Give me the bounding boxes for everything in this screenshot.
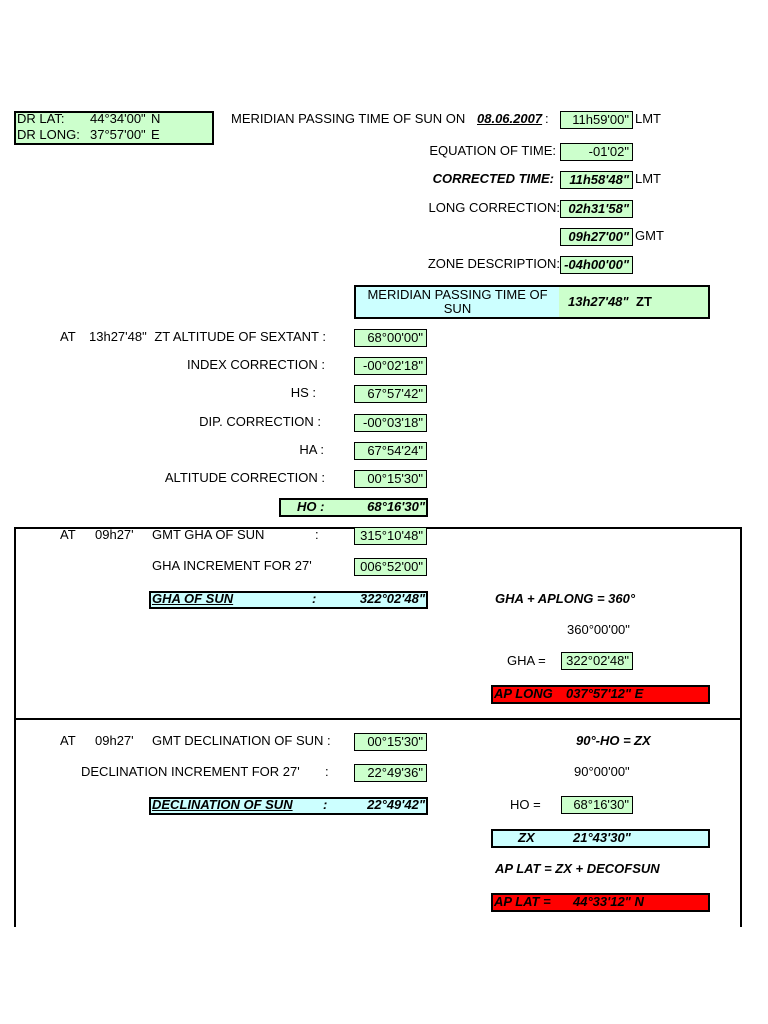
ninety-value: 90°00'00" [574,764,630,779]
ap-lat-value: 44°33'12" N [573,894,644,909]
meridian-title: MERIDIAN PASSING TIME OF SUN ON [231,111,466,126]
hs-value: 67°57'42" [354,385,427,403]
lmt-unit: LMT [635,111,661,126]
gha-increment-value: 006°52'00" [354,558,427,576]
mpt-label: MERIDIAN PASSING TIME OF SUN [367,287,548,316]
meridian-time-cell: 11h59'00" [560,111,633,129]
gha-formula: GHA + APLONG = 360° [495,591,636,606]
zx-formula-b: ZX [634,733,651,748]
full-circle-value: 360°00'00" [567,622,630,637]
index-correction-label: INDEX CORRECTION : [187,357,325,372]
frame-right-border [740,527,742,927]
zx-value: 21°43'30" [573,830,631,845]
decl-ho-label: HO = [510,797,541,812]
gha-increment-label: GHA INCREMENT FOR 27' [152,558,312,573]
alt-at: AT [60,329,76,344]
declination-total-value: 22°49'42" [367,797,425,812]
ap-lat-label: AP LAT = [494,894,551,909]
ap-long-value: 037°57'12" E [566,686,644,701]
gha-eq-value: 322°02'48" [561,652,633,670]
long-correction-value: 02h31'58" [560,200,633,218]
gha-label: GMT GHA OF SUN [152,527,265,542]
gha-eq-label: GHA = [507,653,546,668]
index-correction-value: -00°02'18" [354,357,427,375]
declination-label: GMT DECLINATION OF SUN : [152,733,331,748]
ha-value: 67°54'24" [354,442,427,460]
eot-value: -01'02" [560,143,633,161]
ho-label: HO : [297,499,325,514]
meridian-date: 08.06.2007 [477,111,543,126]
declination-increment-value: 22°49'36" [354,764,427,782]
gha-at: AT [60,527,76,542]
eot-label: EQUATION OF TIME: [429,143,556,158]
frame-left-border [14,527,16,927]
decl-ho-value: 68°16'30" [561,796,633,814]
zx-formula-a: 90°-HO = [576,733,631,748]
mpt-unit: ZT [636,294,652,309]
gha-colon: : [315,527,319,542]
dr-lat-hemisphere: N [151,111,161,126]
ap-lat-formula: AP LAT = ZX + DECOFSUN [495,861,660,876]
date-colon: : [545,111,549,126]
alt-time: 13h27'48" [89,329,147,344]
declination-value: 00°15'30" [354,733,427,751]
declination-total-colon: : [323,797,328,812]
long-correction-label: LONG CORRECTION: [428,200,560,215]
dr-lat-label: DR LAT: [17,111,65,126]
dr-long-value: 37°57'00" [90,127,146,142]
meridian-passing-time-box [354,285,710,319]
gmt-unit: GMT [635,228,664,243]
zone-description-label: ZONE DESCRIPTION: [427,256,560,271]
declination-total-label: DECLINATION OF SUN [152,797,293,812]
gha-total-colon: : [312,591,317,606]
corrected-time-label: CORRECTED TIME: [432,171,554,186]
zx-label: ZX [518,830,535,845]
mpt-value: 13h27'48" [568,294,629,309]
declination-increment-label: DECLINATION INCREMENT FOR 27' [81,764,300,779]
gha-total-value: 322°02'48" [359,591,425,606]
frame-divider [14,718,742,720]
gha-time: 09h27' [95,527,134,542]
dr-long-label: DR LONG: [17,127,80,142]
decl-time: 09h27' [95,733,134,748]
dr-lat-value: 44°34'00" [90,111,146,126]
dip-correction-label: DIP. CORRECTION : [199,414,321,429]
altitude-correction-value: 00°15'30" [354,470,427,488]
corrected-time-unit: LMT [635,171,661,186]
gha-value: 315°10'48" [354,527,427,545]
altitude-correction-label: ALTITUDE CORRECTION : [164,470,325,485]
decl-at: AT [60,733,76,748]
sextant-altitude-value: 68°00'00" [354,329,427,347]
gha-total-label: GHA OF SUN [152,591,234,606]
dip-correction-value: -00°03'18" [354,414,427,432]
sextant-altitude-label: ZT ALTITUDE OF SEXTANT : [154,329,326,344]
hs-label: HS : [290,385,316,400]
zone-description-value: -04h00'00" [560,256,633,274]
ha-label: HA : [299,442,324,457]
ho-value: 68°16'30" [367,499,425,514]
dr-long-hemisphere: E [151,127,160,142]
declination-increment-colon: : [325,764,329,779]
corrected-time-value: 11h58'48" [560,171,633,189]
ap-long-label: AP LONG [494,686,553,701]
gmt-value: 09h27'00" [560,228,633,246]
